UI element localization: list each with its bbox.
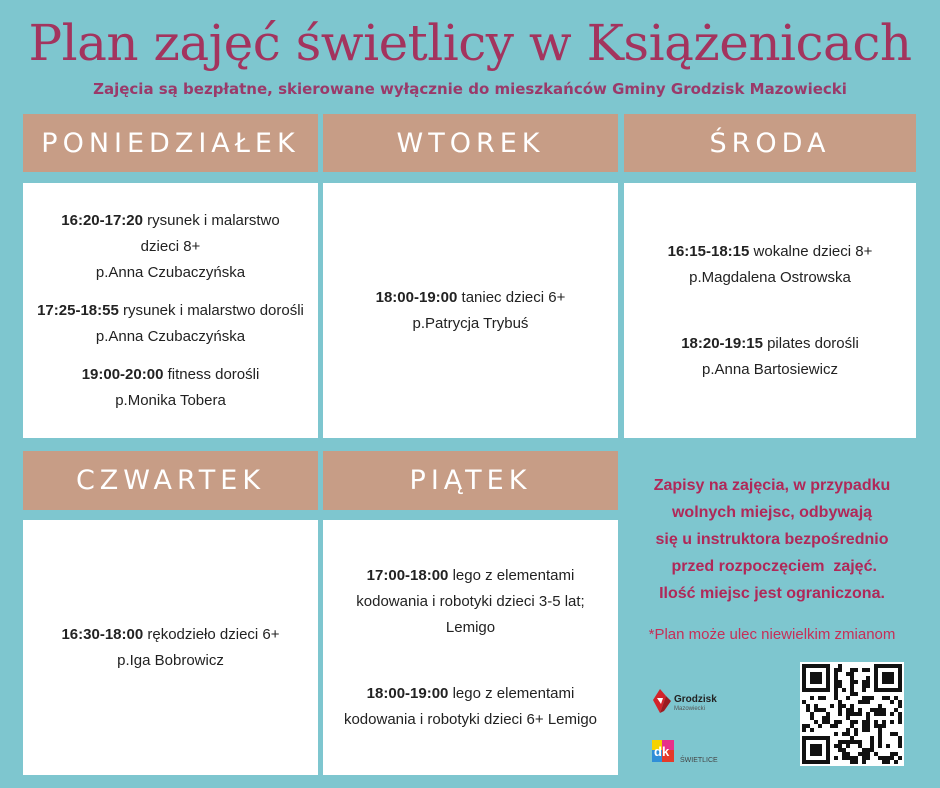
schedule-entry (376, 285, 566, 337)
page-subtitle: Zajęcia są bezpłatne, skierowane wyłącznie do mieszkańców Gminy Grodzisk Mazowiecki (93, 80, 847, 98)
entry-description: rysunek i malarstwo (147, 211, 280, 229)
entry-description: taniec dzieci 6+ (461, 288, 566, 306)
entry-time: 16:15-18:15 (667, 242, 750, 260)
schedule-entry (344, 681, 597, 733)
schedule-card-thursday (23, 520, 318, 775)
entry-description: rękodzieło dzieci 6+ (147, 625, 280, 643)
schedule-card-monday (23, 183, 318, 438)
swietlice-logo (652, 738, 742, 768)
entry-teacher: p.Anna Czubaczyńska (95, 327, 246, 345)
schedule-entry (61, 208, 279, 286)
schedule-card-friday (323, 520, 618, 775)
qr-code-icon (800, 662, 904, 766)
entry-description-cont: kodowania i robotyki dzieci 3-5 lat; (356, 592, 585, 610)
entry-description: lego z elementami (452, 684, 575, 702)
day-name: ŚRODA (709, 127, 831, 159)
swietlice-logo-name: ŚWIETLICE (680, 757, 718, 764)
entry-description: pilates dorośli (767, 334, 859, 352)
schedule-entry (668, 239, 873, 291)
grodzisk-logo (650, 686, 740, 716)
notice-line: Ilość miejsc jest ograniczona. (659, 585, 885, 602)
dk-logo-icon (652, 738, 742, 768)
schedule-entry (82, 362, 260, 414)
day-header-friday (323, 451, 618, 510)
day-header-thursday (23, 451, 318, 510)
grodzisk-logo-sub: Mazowiecki (674, 706, 706, 712)
entry-time: 16:30-18:00 (61, 625, 144, 643)
entry-time: 16:20-17:20 (61, 211, 143, 229)
schedule-entry (681, 331, 859, 383)
entry-description: rysunek i malarstwo dorośli (123, 301, 304, 319)
entry-teacher: p.Anna Bartosiewicz (702, 360, 838, 378)
entry-description: fitness dorośli (167, 365, 260, 383)
notice-line: się u instruktora bezpośrednio (655, 531, 889, 548)
entry-description: lego z elementami (452, 566, 575, 584)
entry-time: 18:00-19:00 (366, 684, 449, 702)
page-title: Plan zajęć świetlicy w Książenicach (28, 14, 912, 72)
entry-description: wokalne dzieci 8+ (753, 242, 873, 260)
day-header-tuesday (323, 114, 618, 172)
day-name: PONIEDZIAŁEK (41, 127, 300, 159)
notice-line: wolnych miejsc, odbywają (671, 504, 873, 521)
qr-code[interactable] (800, 662, 904, 766)
entry-teacher: p.Patrycja Trybuś (412, 314, 529, 332)
entry-teacher: p.Anna Czubaczyńska (95, 263, 246, 281)
entry-teacher: p.Monika Tobera (115, 391, 226, 409)
schedule-card-tuesday (323, 183, 618, 438)
schedule-entry (61, 622, 279, 674)
schedule-entry (356, 563, 584, 641)
entry-teacher: p.Iga Bobrowicz (117, 651, 224, 669)
plan-change-footnote: *Plan może ulec niewielkim zmianom (648, 626, 896, 643)
day-name: CZWARTEK (75, 465, 266, 496)
schedule-entry (37, 298, 304, 350)
entry-teacher: Lemigo (445, 618, 496, 636)
entry-description-cont: kodowania i robotyki dzieci 6+ Lemigo (343, 710, 598, 728)
svg-text:dk: dk (654, 744, 670, 759)
entry-description-cont: dzieci 8+ (140, 237, 201, 255)
day-name: WTOREK (396, 127, 545, 159)
schedule-card-wednesday (624, 183, 916, 438)
grodzisk-logo-icon (650, 686, 740, 716)
entry-teacher: p.Magdalena Ostrowska (689, 268, 851, 286)
day-header-wednesday (624, 114, 916, 172)
day-name: PIĄTEK (409, 465, 532, 496)
entry-time: 19:00-20:00 (81, 365, 164, 383)
notice-line: Zapisy na zajęcia, w przypadku (653, 477, 891, 494)
entry-time: 18:20-19:15 (681, 334, 763, 352)
grodzisk-logo-name: Grodzisk (674, 694, 717, 705)
entry-time: 18:00-19:00 (375, 288, 458, 306)
entry-time: 17:00-18:00 (366, 566, 449, 584)
notice-line: przed rozpoczęciem zajęć. (667, 558, 877, 575)
day-header-monday (23, 114, 318, 172)
registration-notice (626, 472, 918, 607)
entry-time: 17:25-18:55 (37, 301, 119, 319)
